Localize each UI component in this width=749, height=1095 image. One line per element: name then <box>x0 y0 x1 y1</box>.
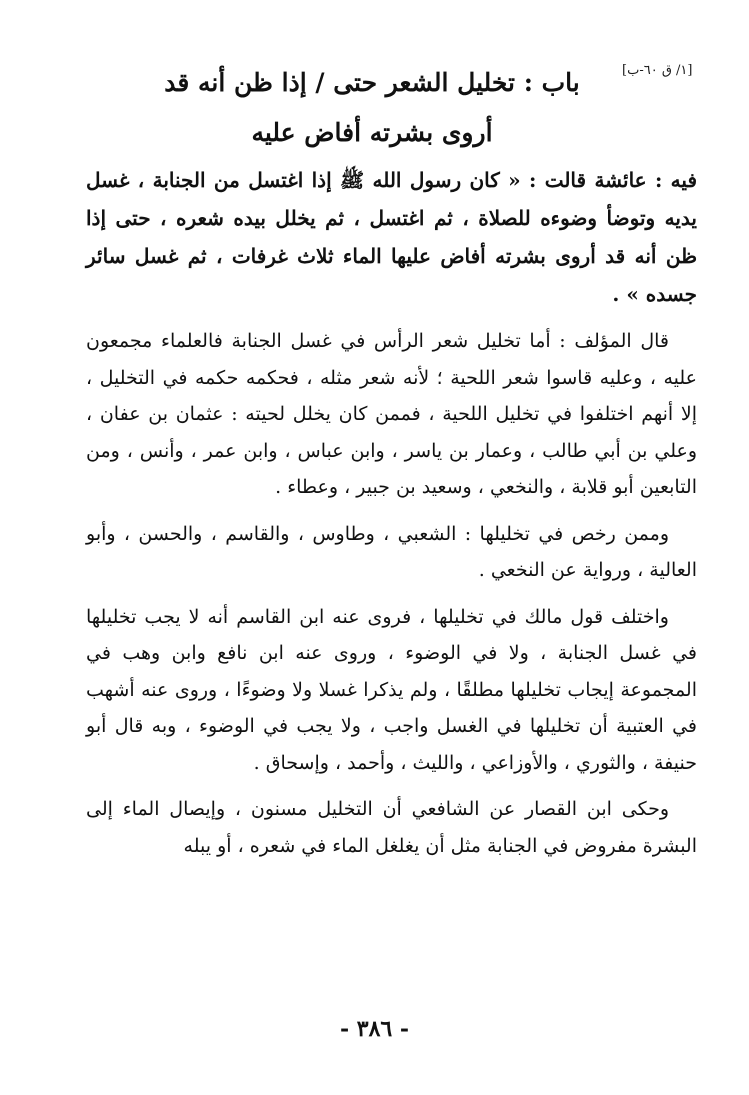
commentary-body <box>86 323 697 874</box>
chapter-title-line-2: أروى بشرته أفاض عليه <box>251 118 493 147</box>
chapter-title <box>160 58 584 158</box>
paragraph-ibn-alqassar: وحكى ابن القصار عن الشافعي أن التخليل مسنون ، وإيصال الماء إلى البشرة مفروض في الجنابة مثل أن يغلغل الماء في شعره ، أو يبله <box>86 798 697 857</box>
page-number: - ٣٨٦ - <box>339 1016 410 1042</box>
hadith-text: فيه : عائشة قالت : « كان رسول الله ﷺ إذا اغتسل من الجنابة ، غسل يديه وتوضأ وضوءه للصلاة ، ثم اغتسل ، ثم يخلل بيده شعره ، حتى إذا ظن أنه قد أروى بشرته أفاض عليها الماء ثلاث غرفات ، ثم غسل سائر جسده » . <box>86 168 697 306</box>
paragraph-permission: وممن رخص في تخليلها : الشعبي ، وطاوس ، والقاسم ، والحسن ، وأبو العالية ، ورواية عن النخعي . <box>86 522 697 581</box>
paragraph-author-opinion: قال المؤلف : أما تخليل شعر الرأس في غسل الجنابة فالعلماء مجمعون عليه ، وعليه قاسوا شعر اللحية ؛ لأنه شعر مثله ، فحكمه حكمه في التخليل ، إلا أنهم اختلفوا في تخليل اللحية ، فممن كان يخلل لحيته : عثمان بن عفان ، وعلي بن أبي طالب ، وعمار بن ياسر ، وابن عباس ، وابن عمر ، وأنس ، ومن التابعين أبو قلابة ، والنخعي ، وسعيد بن جبير ، وعطاء . <box>86 330 697 498</box>
paragraph-malik-views: واختلف قول مالك في تخليلها ، فروى عنه ابن القاسم أنه لا يجب تخليلها في غسل الجنابة ، ولا في الوضوء ، وروى عنه ابن نافع وابن وهب في المجموعة إيجاب تخليلها مطلقًا ، ولم يذكرا غسلا ولا وضوءًا ، وروى عنه أشهب في العتبية أن تخليلها في الغسل واجب ، ولا يجب في الوضوء ، وبه قال أبو حنيفة ، والثوري ، والأوزاعي ، والليث ، وأحمد ، وإسحاق . <box>86 605 697 774</box>
manuscript-reference: [١/ ق ٦٠-ب] <box>622 63 693 78</box>
chapter-title-line-1: باب : تخليل الشعر حتى / إذا ظن أنه قد <box>164 68 580 97</box>
